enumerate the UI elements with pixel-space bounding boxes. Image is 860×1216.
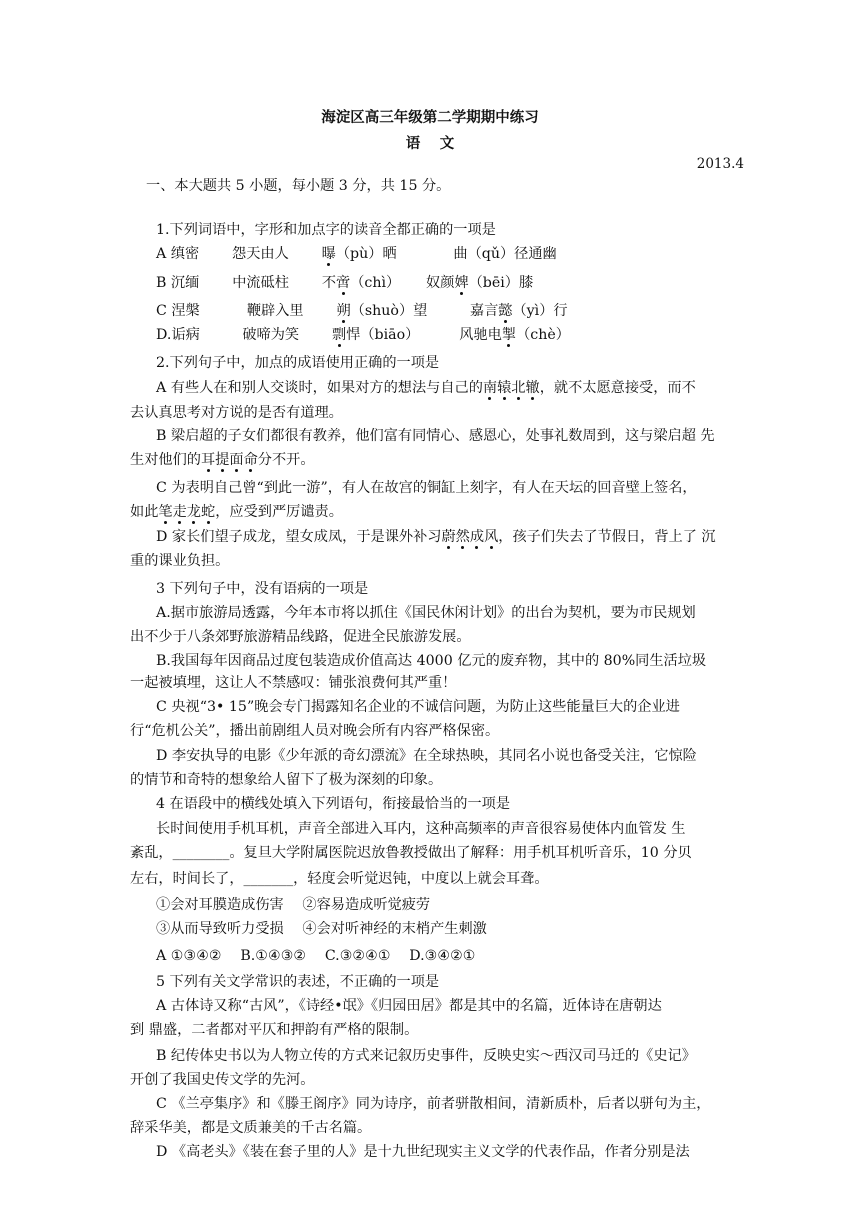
text-line: 行“危机公关”，播出前剧组人员对晚会所有内容严格保密。 — [130, 723, 500, 739]
emphasis-char: 走 — [172, 504, 187, 520]
text-line: 开创了我国史传文学的先河。 — [130, 1072, 315, 1088]
text-line: 紊乱，________。复旦大学附属医院迟放鲁教授做出了解释：用手机耳机听音乐，10 分贝 — [130, 845, 692, 861]
emphasis-char: 曝 — [321, 246, 336, 262]
emphasis-char: 懿 — [498, 303, 513, 319]
text-line: A ①③④② B.①④③② C.③②④① D.③④②① — [156, 948, 476, 964]
text-line: B 梁启超的子女们都很有教养，他们富有同情心、感恩心，处事礼数周到，这与梁启超 先 — [156, 428, 715, 444]
emphasis-char: 朔 — [336, 303, 351, 319]
text-line: 长时间使用手机耳机，声音全部进入耳内，这种高频率的声音很容易使体内血管发 生 — [156, 821, 686, 837]
emphasis-char: 婢 — [454, 275, 469, 291]
text-line: D 《高老头》《装在套子里的人》是十九世纪现实主义文学的代表作品，作者分别是法 — [156, 1144, 690, 1160]
emphasis-char: 风 — [484, 529, 499, 545]
text-line: A 有些人在和别人交谈时，如果对方的想法与自己的南辕北辙，就不太愿意接受，而不 — [156, 380, 696, 396]
emphasis-char: 蛇 — [201, 504, 216, 520]
emphasis-char: 命 — [243, 452, 258, 468]
text-line: B 沉缅 中流砥柱 不啻（chì） 奴颜婢（bēi）膝 — [156, 275, 534, 291]
text-line: 2.下列句子中，加点的成语使用正确的一项是 — [156, 355, 440, 371]
text-line: 3 下列句子中，没有语病的一项是 — [156, 581, 369, 597]
text-line: D 家长们望子成龙，望女成凤，于是课外补习蔚然成风，孩子们失去了节假日，背上了 沉 — [156, 529, 716, 545]
text-line: 去认真思考对方说的是否有道理。 — [130, 405, 343, 421]
emphasis-char: 辙 — [525, 380, 540, 396]
text-line: 辞采华美，都是文质兼美的千古名篇。 — [130, 1120, 372, 1136]
text-line: 4 在语段中的横线处填入下列语句，衔接最恰当的一项是 — [156, 796, 511, 812]
text-line: D.诟病 破啼为笑 剽悍（biāo） 风驰电掣（chè） — [156, 327, 570, 343]
section-heading: 一、本大题共 5 小题，每小题 3 分，共 15 分。 — [146, 178, 451, 194]
text-line: 1.下列词语中，字形和加点字的读音全都正确的一项是 — [156, 222, 496, 238]
emphasis-char: 南 — [482, 380, 498, 396]
emphasis-char: 笔 — [158, 504, 173, 520]
text-line: 的情节和奇特的想象给人留下了极为深刻的印象。 — [130, 772, 443, 788]
text-line: 生对他们的耳提面命分不开。 — [130, 452, 315, 468]
text-line: A 古体诗又称“古风”，《诗经•氓》《归园田居》都是其中的名篇，近体诗在唐朝达 — [156, 998, 662, 1014]
emphasis-char: 成 — [469, 529, 485, 545]
text-line: D 李安执导的电影《少年派的奇幻漂流》在全球热映，其同名小说也备受关注，它惊险 — [156, 748, 697, 764]
emphasis-char: 啻 — [336, 275, 351, 291]
emphasis-char: 北 — [511, 380, 526, 396]
text-line: B 纪传体史书以为人物立传的方式来记叙历史事件，反映史实～西汉司马迁的《史记》 — [156, 1048, 696, 1064]
emphasis-char: 辕 — [497, 380, 512, 396]
text-line: A.据市旅游局透露，今年本市将以抓住《国民休闲计划》的出台为契机，要为市民规划 — [156, 605, 696, 621]
text-line: C 央视“3• 15”晚会专门揭露知名企业的不诚信问题，为防止这些能量巨大的企业进 — [156, 699, 680, 715]
emphasis-char: 龙 — [186, 504, 201, 520]
emphasis-char: 然 — [455, 529, 470, 545]
exam-date: 2013.4 — [696, 156, 744, 172]
emphasis-char: 蔚 — [441, 529, 456, 545]
text-line: 重的课业负担。 — [130, 553, 230, 569]
text-line: C 为表明自己曾“到此一游”，有人在故宫的铜缸上刻字，有人在天坛的回音壁上签名， — [156, 480, 697, 496]
text-line: C 涅槃 鞭辟入里 朔（shuò）望 嘉言懿（yì）行 — [156, 303, 568, 319]
text-line: A 缜密 怨天由人 曝（pù）晒 曲（qǔ）径通幽 — [156, 246, 557, 262]
emphasis-char: 耳 — [200, 452, 216, 468]
text-line: B.我国每年因商品过度包装造成价值高达 4000 亿元的废弃物，其中的 80%同生活垃圾 — [156, 653, 707, 669]
text-line: C 《兰亭集序》和《滕王阁序》同为诗序，前者骈散相间，清新质朴，后者以骈句为主， — [156, 1096, 711, 1112]
emphasis-char: 掣 — [501, 327, 517, 343]
subject-title: 语 文 — [405, 135, 455, 152]
text-line: ③从而导致听力受损 ④会对听神经的末梢产生刺激 — [156, 921, 487, 937]
text-line: 左右，时间长了，_______，轻度会听觉迟钝，中度以上就会耳聋。 — [130, 871, 549, 887]
text-line: 出不少于八条郊野旅游精品线路，促进全民旅游发展。 — [130, 629, 471, 645]
exam-title: 海淀区高三年级第二学期期中练习 — [321, 109, 539, 126]
text-line: ①会对耳膜造成伤害 ②容易造成听觉疲劳 — [156, 897, 431, 913]
emphasis-char: 面 — [229, 452, 244, 468]
text-line: 5 下列有关文学常识的表述，不正确的一项是 — [156, 974, 440, 990]
text-line: 一起被填埋，这让人不禁感叹：铺张浪费何其严重！ — [130, 675, 457, 691]
text-line: 如此笔走龙蛇，应受到严厉谴责。 — [130, 504, 343, 520]
emphasis-char: 提 — [215, 452, 230, 468]
text-line: 到 鼎盛，二者都对平仄和押韵有严格的限制。 — [130, 1022, 419, 1038]
emphasis-char: 剽 — [331, 327, 347, 343]
